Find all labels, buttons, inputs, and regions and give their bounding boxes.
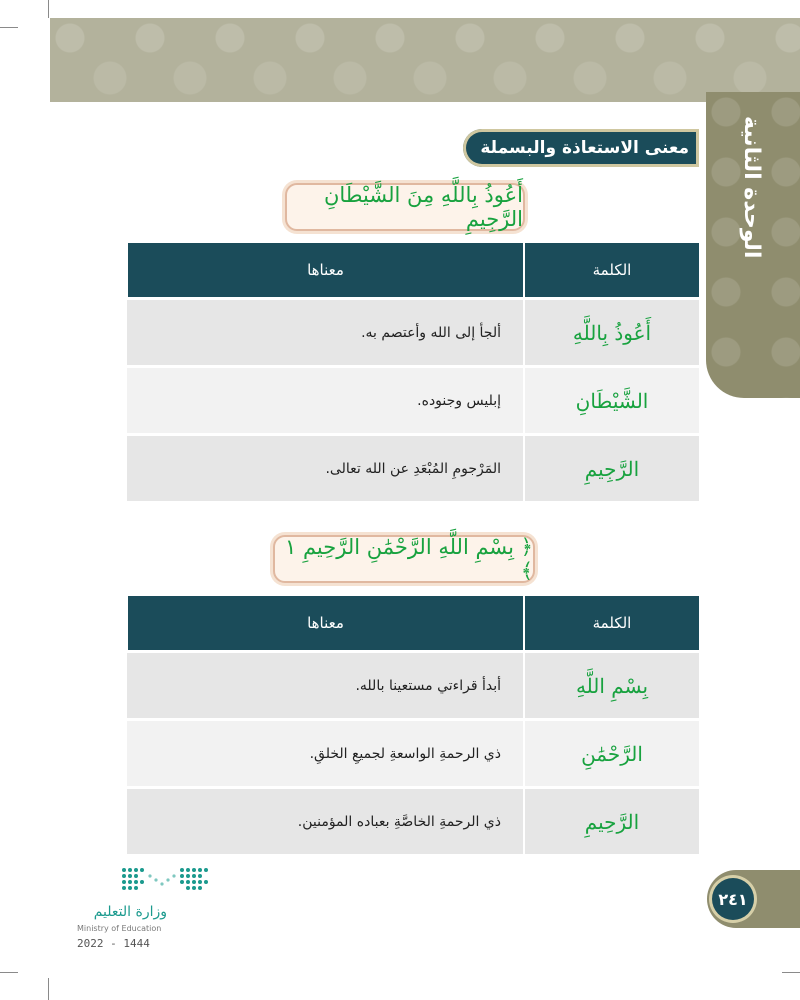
meaning-header: معناها [127,243,524,299]
word-header: الكلمة [524,596,699,652]
ministry-name-ar: وزارة التعليم [93,904,167,920]
table-row [127,299,699,367]
term-meaning: إبليس وجنوده. [127,367,524,435]
ministry-name-en: Ministry of Education [77,924,162,933]
crop-mark [0,972,18,973]
term-meaning: ألجأ إلى الله وأعتصم به. [127,299,524,367]
section-title: معنى الاستعاذة والبسملة [463,129,699,167]
meaning-header: معناها [127,596,524,652]
term-meaning: ذي الرحمةِ الواسعةِ لجميعِ الخلقِ. [127,720,524,788]
header-band [50,18,800,102]
table-row [127,367,699,435]
term-word: الرَّجِيمِ [524,435,699,502]
term-word: الرَّحْمَٰنِ [524,720,699,788]
page-number: ٢٤١ [712,878,754,920]
crop-mark [782,972,800,973]
word-header: الكلمة [524,243,699,299]
isti-adha-table [126,243,699,501]
isti-adha-verse: أَعُوذُ بِاللَّهِ مِنَ الشَّيْطَانِ الرَّجِيمِ [285,183,525,231]
edition-year: 2022 - 1444 [77,937,150,950]
crop-mark [48,978,49,1000]
term-word: أَعُوذُ بِاللَّهِ [524,299,699,367]
basmala-table [126,596,699,854]
basmala-verse: ﴿ بِسْمِ اللَّهِ الرَّحْمَٰنِ الرَّحِيمِ ١ ﴾ [273,535,535,583]
ministry-logo-icon [120,866,210,892]
term-word: الرَّحِيمِ [524,788,699,855]
table-row [127,788,699,855]
term-meaning: ذي الرحمةِ الخاصَّةِ بعباده المؤمنين. [127,788,524,855]
term-meaning: أبدأ قراءتي مستعينا بالله. [127,652,524,720]
crop-mark [0,27,18,28]
table-row [127,652,699,720]
crop-mark [48,0,49,18]
term-word: الشَّيْطَانِ [524,367,699,435]
table-row [127,720,699,788]
table-row [127,435,699,502]
unit-label: الوحدة الثانية [739,115,764,258]
term-word: بِسْمِ اللَّهِ [524,652,699,720]
term-meaning: المَرْجومِ المُبْعَدِ عن الله تعالى. [127,435,524,502]
